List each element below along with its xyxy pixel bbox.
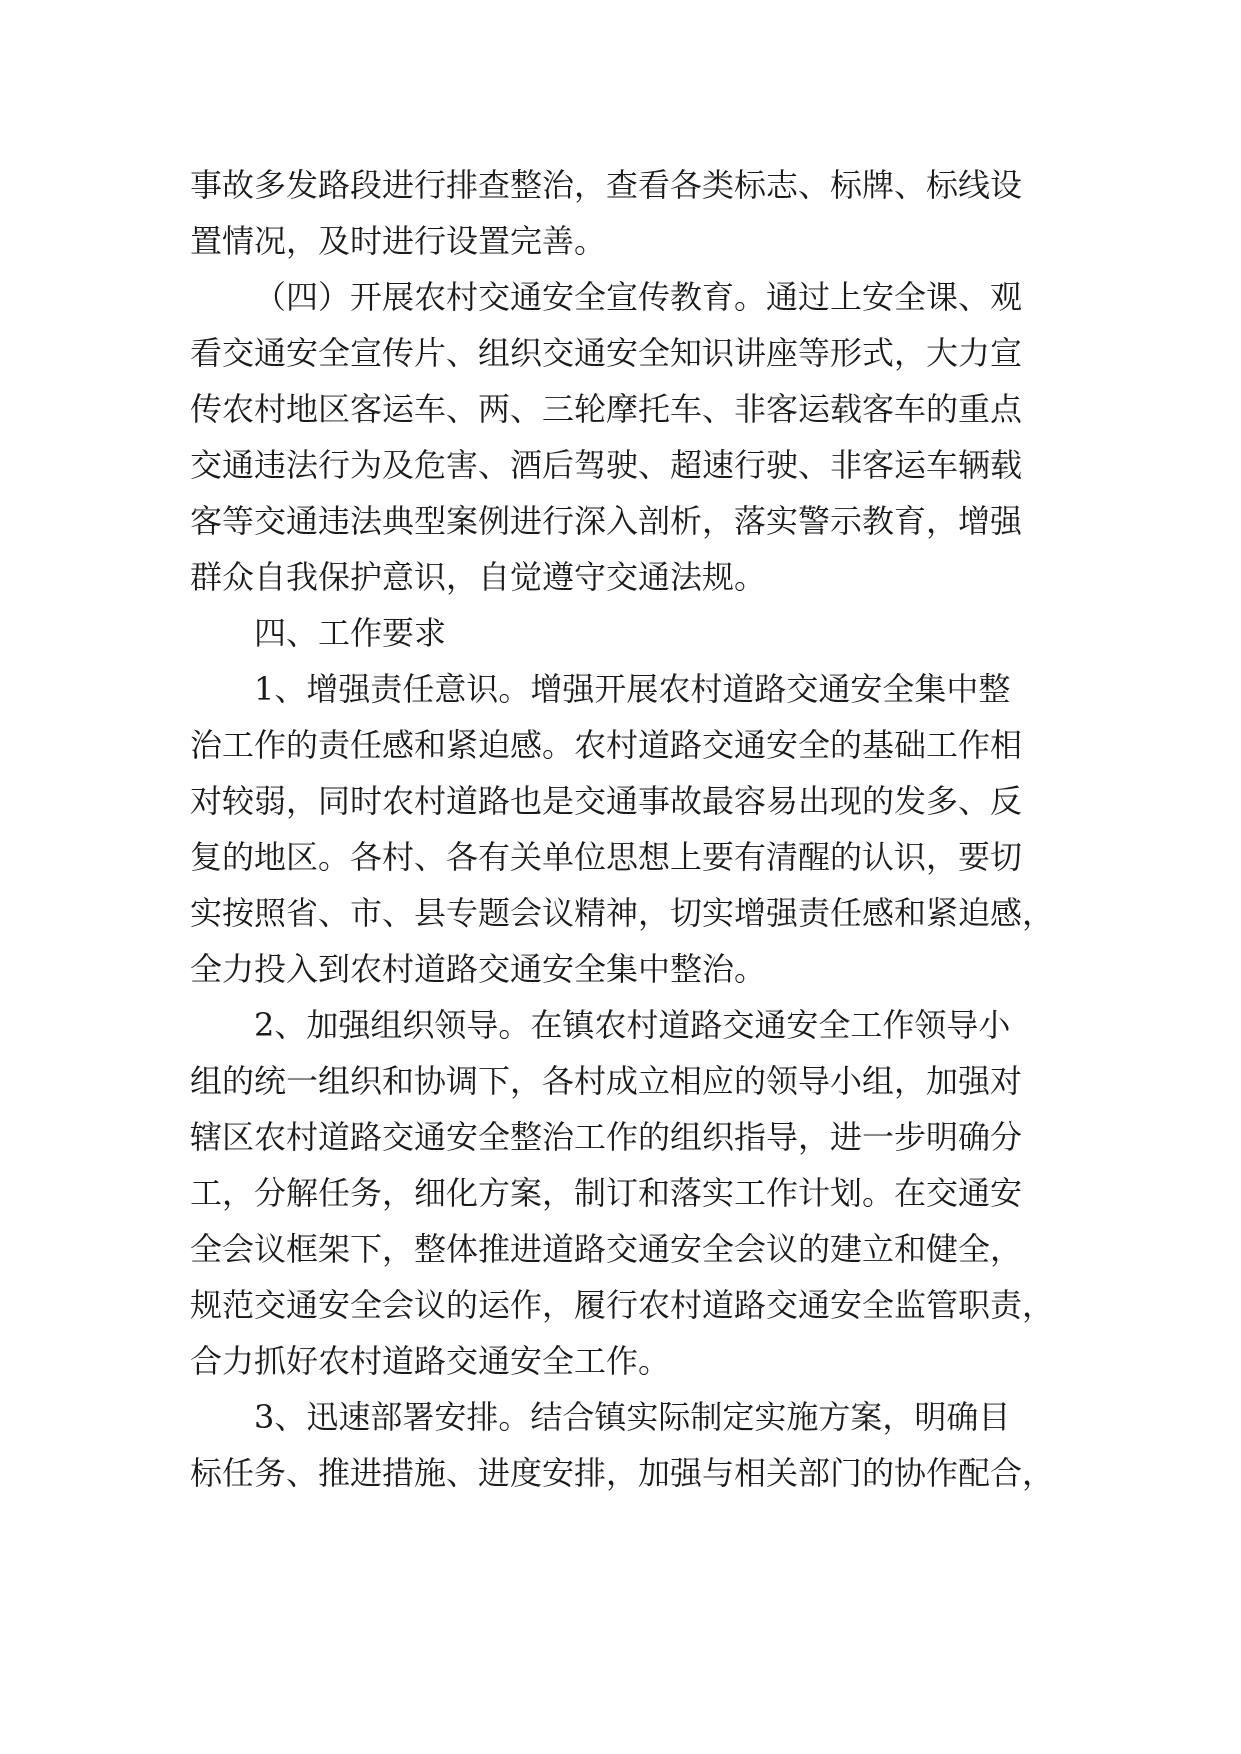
text-line: （四）开展农村交通安全宣传教育。通过上安全课、观 (254, 278, 1023, 316)
text-line: 事故多发路段进行排查整治，查看各类标志、标牌、标线设 (190, 166, 1023, 204)
body-text (190, 157, 1060, 1501)
text-line: 实按照省、市、县专题会议精神，切实增强责任感和紧迫感， (190, 894, 1055, 932)
text-line: 群众自我保护意识，自觉遵守交通法规。 (190, 558, 767, 596)
text-line: 置情况，及时进行设置完善。 (190, 222, 607, 260)
text-line: 3、迅速部署安排。结合镇实际制定实施方案，明确目 (254, 1398, 1011, 1436)
text-line: 组的统一组织和协调下，各村成立相应的领导小组，加强对 (190, 1062, 1023, 1100)
text-line: 交通违法行为及危害、酒后驾驶、超速行驶、非客运车辆载 (190, 446, 1023, 484)
text-line: 复的地区。各村、各有关单位思想上要有清醒的认识，要切 (190, 838, 1023, 876)
text-line: 传农村地区客运车、两、三轮摩托车、非客运载客车的重点 (190, 390, 1023, 428)
text-line: 2、加强组织领导。在镇农村道路交通安全工作领导小 (254, 1006, 1011, 1044)
section-heading: 四、工作要求 (254, 614, 447, 652)
text-line: 全会议框架下，整体推进道路交通安全会议的建立和健全， (190, 1230, 1023, 1268)
text-line: 客等交通违法典型案例进行深入剖析，落实警示教育，增强 (190, 502, 1023, 540)
text-line: 工，分解任务，细化方案，制订和落实工作计划。在交通安 (190, 1174, 1023, 1212)
text-line: 辖区农村道路交通安全整治工作的组织指导，进一步明确分 (190, 1118, 1023, 1156)
text-line: 规范交通安全会议的运作，履行农村道路交通安全监管职责， (190, 1286, 1055, 1324)
text-line: 看交通安全宣传片、组织交通安全知识讲座等形式，大力宣 (190, 334, 1023, 372)
text-line: 治工作的责任感和紧迫感。农村道路交通安全的基础工作相 (190, 726, 1023, 764)
text-line: 全力投入到农村道路交通安全集中整治。 (190, 950, 767, 988)
text-line: 1、增强责任意识。增强开展农村道路交通安全集中整 (254, 670, 1011, 708)
text-line: 合力抓好农村道路交通安全工作。 (190, 1342, 671, 1380)
text-line: 对较弱，同时农村道路也是交通事故最容易出现的发多、反 (190, 782, 1023, 820)
text-line: 标任务、推进措施、进度安排，加强与相关部门的协作配合， (190, 1454, 1055, 1492)
